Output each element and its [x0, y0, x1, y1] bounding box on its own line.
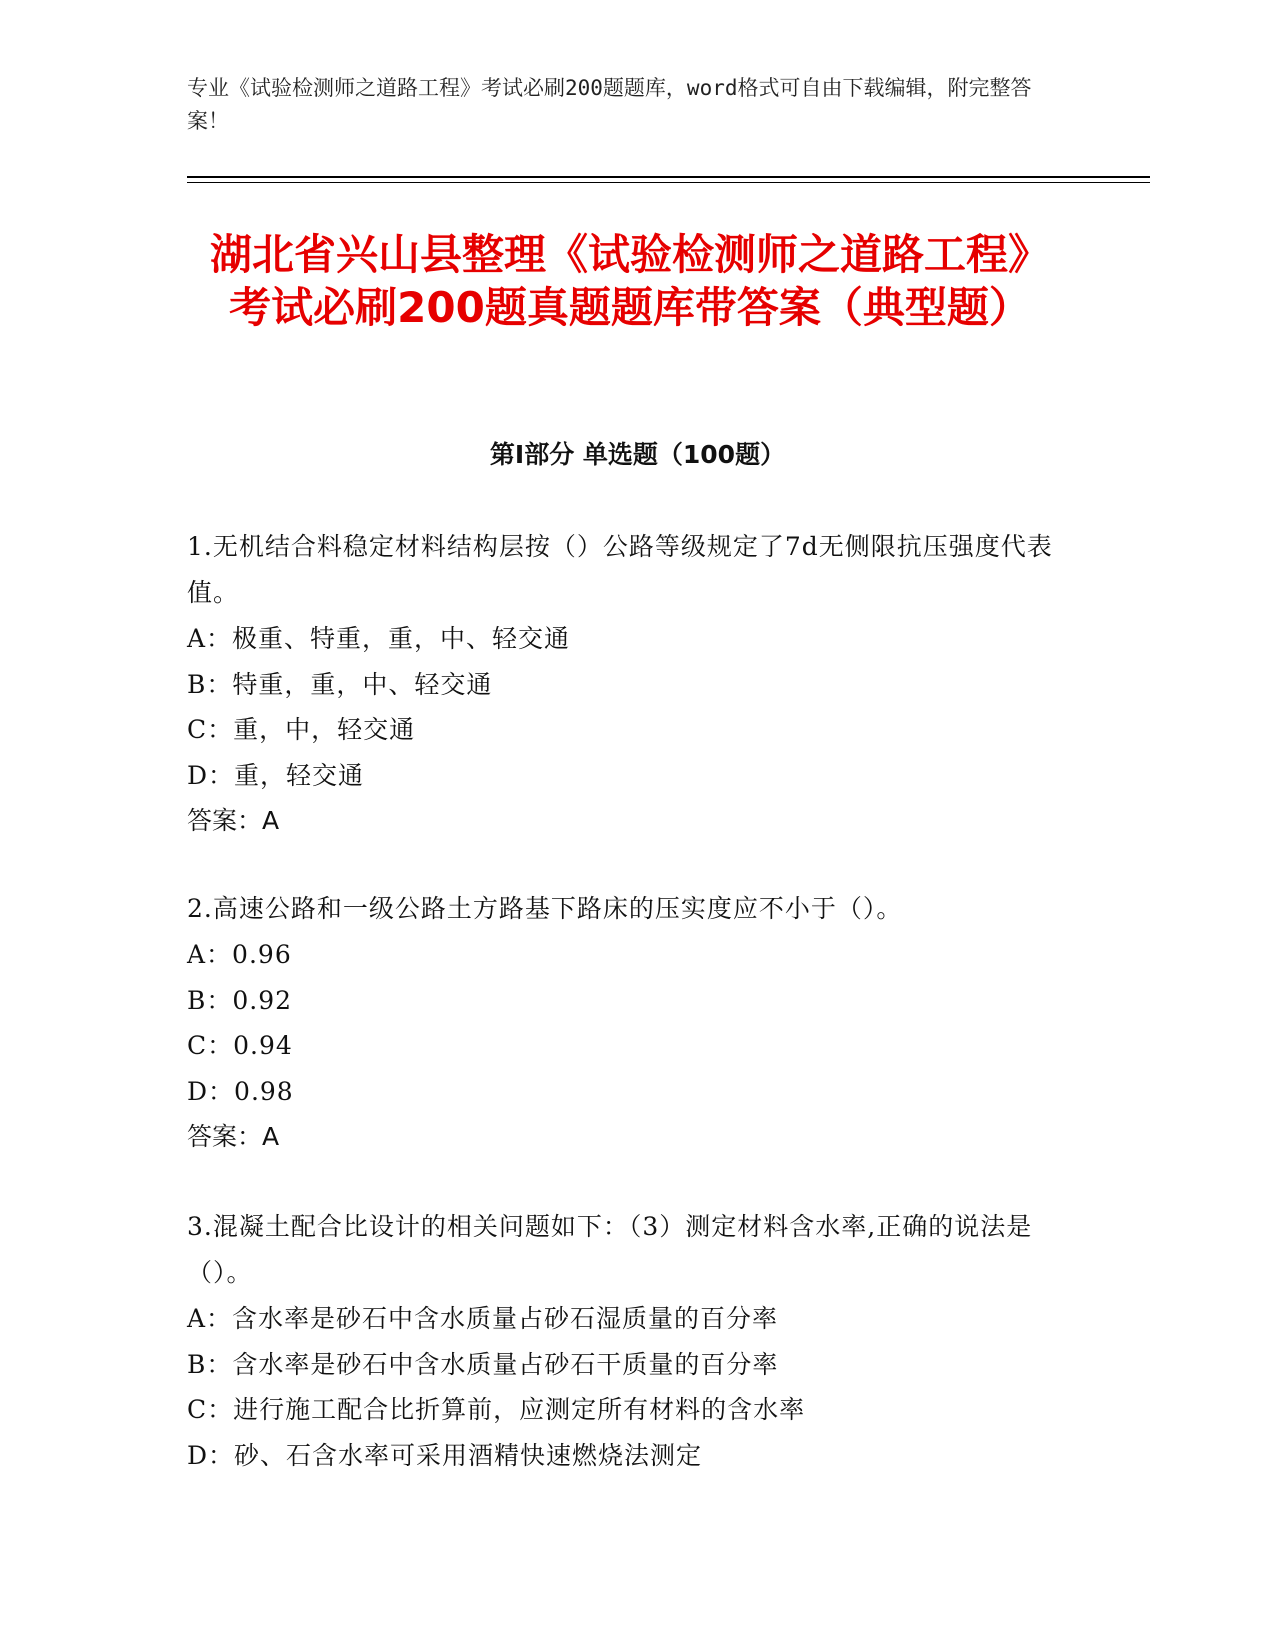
question-stem: 3.混凝土配合比设计的相关问题如下：（3）测定材料含水率,正确的说法是（）。 [187, 1212, 1033, 1287]
question-1 [187, 524, 1067, 843]
section-heading: 第I部分 单选题（100题） [489, 440, 786, 469]
header-divider-thick [187, 176, 1150, 178]
header-divider-thin [187, 182, 1150, 183]
header-note: 专业《试验检测师之道路工程》考试必刷200题题库，word格式可自由下载编辑，附完整答案！ [187, 76, 1032, 133]
option-c: C：重，中，轻交通 [187, 715, 416, 744]
option-a: A：极重、特重，重，中、轻交通 [187, 624, 571, 653]
document-title: 湖北省兴山县整理《试验检测师之道路工程》考试必刷200题真题题库带答案（典型题） [209, 230, 1050, 332]
question-stem: 2.高速公路和一级公路土方路基下路床的压实度应不小于（）。 [187, 894, 903, 923]
option-c: C：进行施工配合比折算前，应测定所有材料的含水率 [187, 1395, 806, 1424]
question-stem: 1.无机结合料稳定材料结构层按（）公路等级规定了7d无侧限抗压强度代表值。 [187, 532, 1053, 607]
option-d: D：0.98 [187, 1076, 294, 1106]
option-a: A：0.96 [187, 940, 292, 969]
question-3 [187, 1204, 1067, 1478]
option-b: B：特重，重，中、轻交通 [187, 669, 493, 699]
answer: 答案：A [187, 806, 280, 835]
option-a: A：含水率是砂石中含水质量占砂石湿质量的百分率 [187, 1304, 779, 1333]
answer: 答案：A [187, 1122, 280, 1151]
question-2 [187, 886, 1067, 1159]
option-b: B：0.92 [187, 985, 293, 1015]
option-d: D：砂、石含水率可采用酒精快速燃烧法测定 [187, 1440, 703, 1470]
option-c: C：0.94 [187, 1031, 293, 1060]
option-d: D：重，轻交通 [187, 760, 365, 790]
option-b: B：含水率是砂石中含水质量占砂石干质量的百分率 [187, 1349, 779, 1379]
